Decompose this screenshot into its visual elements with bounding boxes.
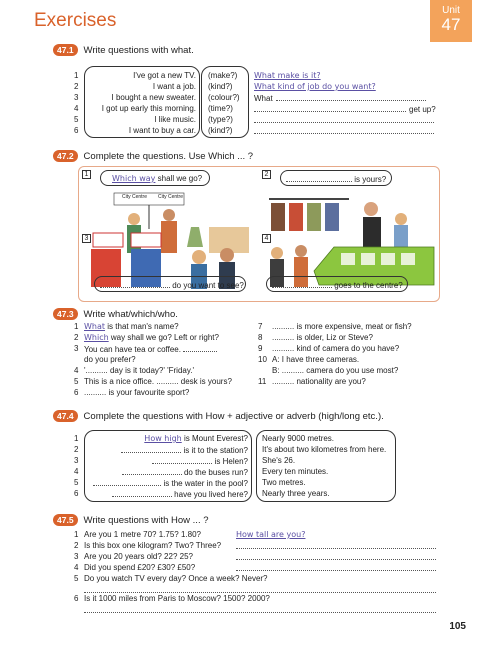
row-number: 5 bbox=[74, 377, 79, 386]
blank-line bbox=[112, 489, 172, 497]
section-47-5-header bbox=[53, 514, 209, 526]
question-text: '.......... day is it today?' 'Friday.' bbox=[84, 366, 194, 375]
row-number: 4 bbox=[74, 366, 79, 375]
question-text: You can have tea or coffee. bbox=[84, 345, 181, 354]
question-text: do the buses run? bbox=[183, 468, 248, 477]
row-number: 4 bbox=[74, 104, 79, 113]
statement-text: I bought a new sweater. bbox=[111, 93, 196, 102]
answer-suffix: get up? bbox=[409, 105, 436, 114]
blank-line bbox=[254, 126, 434, 134]
question-text: way shall we go? Left or right? bbox=[110, 333, 219, 342]
row-number: 1 bbox=[74, 322, 79, 331]
answer-line bbox=[254, 115, 434, 125]
handwritten-answer: How tall are you? bbox=[236, 530, 306, 539]
row-number: 6 bbox=[74, 388, 79, 397]
question-text: .......... is your favourite sport? bbox=[84, 388, 190, 397]
section-badge: 47.5 bbox=[53, 514, 78, 526]
question-text: A: I have three cameras. bbox=[272, 355, 360, 364]
question-line bbox=[112, 489, 248, 499]
panel-3-text bbox=[100, 280, 244, 290]
section-instruction: Write what/which/who. bbox=[83, 308, 178, 320]
page-number: 105 bbox=[449, 621, 466, 632]
blank-line bbox=[84, 605, 436, 613]
row-number: 2 bbox=[74, 541, 79, 550]
answer-line bbox=[254, 104, 436, 114]
row-number: 3 bbox=[74, 93, 79, 102]
blank-line bbox=[84, 585, 436, 593]
question-text: Do you watch TV every day? Once a week? Never? bbox=[84, 574, 268, 583]
answer-line bbox=[254, 93, 426, 103]
question-line bbox=[84, 344, 217, 354]
panel-number: 2 bbox=[262, 170, 271, 179]
row-number: 8 bbox=[258, 333, 263, 342]
blank-line bbox=[254, 104, 406, 112]
panel-4-text bbox=[272, 280, 403, 290]
handwritten-answer: Which bbox=[84, 333, 109, 342]
question-text: Are you 1 metre 70? 1.75? 1.80? bbox=[84, 530, 201, 539]
question-text: Is it 1000 miles from Paris to Moscow? 1500? 2000? bbox=[84, 594, 270, 603]
question-text: is that man's name? bbox=[107, 322, 179, 331]
blank-line bbox=[236, 563, 436, 571]
row-number: 2 bbox=[74, 445, 79, 454]
panel-number: 3 bbox=[82, 234, 91, 243]
answer-prefix: What bbox=[254, 94, 273, 103]
blank-line bbox=[121, 445, 181, 453]
question-line bbox=[122, 467, 248, 477]
question-line bbox=[144, 434, 248, 443]
row-number: 2 bbox=[74, 82, 79, 91]
blank-line bbox=[236, 541, 436, 549]
panel-number: 4 bbox=[262, 234, 271, 243]
row-number: 3 bbox=[74, 344, 79, 353]
question-line bbox=[152, 456, 248, 466]
sign-text: City Centre bbox=[122, 194, 148, 200]
unit-label: Unit bbox=[442, 5, 460, 16]
question-text: do you prefer? bbox=[84, 355, 136, 364]
blank-line bbox=[276, 93, 426, 101]
question-text: B: .......... camera do you use most? bbox=[272, 366, 399, 375]
question-line bbox=[84, 322, 179, 331]
blank-line bbox=[236, 552, 436, 560]
section-instruction: Complete the questions with How + adjective or adverb (high/long etc.). bbox=[83, 410, 384, 422]
row-number: 6 bbox=[74, 489, 79, 498]
question-text: .......... kind of camera do you have? bbox=[272, 344, 400, 353]
unit-number: 47 bbox=[441, 15, 461, 34]
question-line bbox=[84, 355, 136, 364]
panel-number: 1 bbox=[82, 170, 91, 179]
cue-text: (time?) bbox=[208, 104, 233, 113]
sign-text: City Centre bbox=[158, 194, 184, 200]
cue-text: (kind?) bbox=[208, 126, 233, 135]
page-title: Exercises bbox=[34, 10, 117, 31]
question-text: Did you spend £20? £30? £50? bbox=[84, 563, 196, 572]
blank-line bbox=[93, 478, 161, 486]
blank-line bbox=[122, 467, 182, 475]
blank-line bbox=[152, 456, 212, 464]
row-number: 1 bbox=[74, 434, 79, 443]
section-47-3-header bbox=[53, 308, 178, 320]
question-line bbox=[84, 366, 194, 375]
handwritten-answer: Which way bbox=[112, 174, 156, 183]
handwritten-answer: How high bbox=[144, 434, 182, 443]
statement-text: I want a job. bbox=[152, 82, 196, 91]
row-number: 5 bbox=[74, 574, 79, 583]
answer-text: Nearly 9000 metres. bbox=[262, 434, 335, 443]
answer-line bbox=[84, 605, 436, 615]
question-text: Is this box one kilogram? Two? Three? bbox=[84, 541, 222, 550]
question-text: have you lived here? bbox=[174, 490, 248, 499]
cue-text: (make?) bbox=[208, 71, 238, 80]
blank-line bbox=[183, 344, 217, 352]
answer-line bbox=[236, 541, 436, 551]
section-badge: 47.3 bbox=[53, 308, 78, 320]
row-number: 1 bbox=[74, 530, 79, 539]
section-instruction: Write questions with what. bbox=[83, 44, 194, 56]
answer-line bbox=[236, 552, 436, 562]
row-number: 7 bbox=[258, 322, 263, 331]
cue-text: (type?) bbox=[208, 115, 233, 124]
section-instruction: Complete the questions. Use Which ... ? bbox=[83, 150, 254, 162]
section-badge: 47.1 bbox=[53, 44, 78, 56]
statement-text: I got up early this morning. bbox=[101, 104, 196, 113]
question-line bbox=[121, 445, 248, 455]
question-line bbox=[84, 388, 189, 397]
section-47-1-header bbox=[53, 44, 194, 56]
row-number: 5 bbox=[74, 115, 79, 124]
row-number: 5 bbox=[74, 478, 79, 487]
statement-text: I've got a new TV. bbox=[133, 71, 196, 80]
statement-text: I like music. bbox=[154, 115, 196, 124]
row-number: 2 bbox=[74, 333, 79, 342]
question-text: shall we go? bbox=[157, 174, 203, 183]
question-text: goes to the centre? bbox=[334, 281, 403, 290]
blank-line bbox=[254, 115, 434, 123]
statement-text: I want to buy a car. bbox=[128, 126, 196, 135]
question-line bbox=[84, 377, 232, 386]
section-47-4-header bbox=[53, 410, 384, 422]
question-text: is the water in the pool? bbox=[163, 479, 248, 488]
answer-line bbox=[236, 530, 305, 539]
row-number: 1 bbox=[74, 71, 79, 80]
question-text: Are you 20 years old? 22? 25? bbox=[84, 552, 193, 561]
question-text: do you want to see? bbox=[172, 281, 244, 290]
cue-text: (kind?) bbox=[208, 82, 233, 91]
question-text: is Helen? bbox=[214, 457, 248, 466]
section-instruction: Write questions with How ... ? bbox=[83, 514, 209, 526]
question-line bbox=[93, 478, 248, 488]
answer-text: Nearly three years. bbox=[262, 489, 330, 498]
section-badge: 47.2 bbox=[53, 150, 78, 162]
handwritten-answer: What make is it? bbox=[254, 71, 321, 80]
question-text: is yours? bbox=[354, 175, 387, 184]
handwritten-answer: What bbox=[84, 322, 106, 331]
row-number: 4 bbox=[74, 467, 79, 476]
unit-tab bbox=[430, 0, 472, 42]
answer-text: Every ten minutes. bbox=[262, 467, 329, 476]
question-text: is it to the station? bbox=[183, 446, 248, 455]
question-text: .......... nationality are you? bbox=[272, 377, 366, 386]
row-number: 10 bbox=[258, 355, 267, 364]
row-number: 9 bbox=[258, 344, 263, 353]
row-number: 4 bbox=[74, 563, 79, 572]
question-line bbox=[84, 333, 219, 342]
section-47-2-header bbox=[53, 150, 253, 162]
section-badge: 47.4 bbox=[53, 410, 78, 422]
answer-line bbox=[254, 126, 434, 136]
row-number: 3 bbox=[74, 552, 79, 561]
answer-text: It's about two kilometres from here. bbox=[262, 445, 387, 454]
row-number: 6 bbox=[74, 594, 79, 603]
question-text: is Mount Everest? bbox=[183, 434, 248, 443]
question-text: This is a nice office. .......... desk is yours? bbox=[84, 377, 232, 386]
row-number: 6 bbox=[74, 126, 79, 135]
question-text: .......... is older, Liz or Steve? bbox=[272, 333, 373, 342]
answer-text: Two metres. bbox=[262, 478, 306, 487]
handwritten-answer: What kind of job do you want? bbox=[254, 82, 376, 91]
cue-text: (colour?) bbox=[208, 93, 240, 102]
answer-text: She's 26. bbox=[262, 456, 296, 465]
panel-2-text bbox=[286, 174, 386, 184]
sign-text: CINEMA 1 bbox=[94, 235, 121, 241]
answer-line bbox=[236, 563, 436, 573]
row-number: 11 bbox=[258, 377, 267, 386]
sign-text: CINEMA 2 bbox=[133, 235, 160, 241]
row-number: 3 bbox=[74, 456, 79, 465]
answer-line bbox=[254, 82, 376, 91]
person-head bbox=[128, 213, 140, 225]
panel-1-text bbox=[112, 174, 202, 183]
answer-line bbox=[254, 71, 321, 80]
question-text: .......... is more expensive, meat or fish? bbox=[272, 322, 412, 331]
